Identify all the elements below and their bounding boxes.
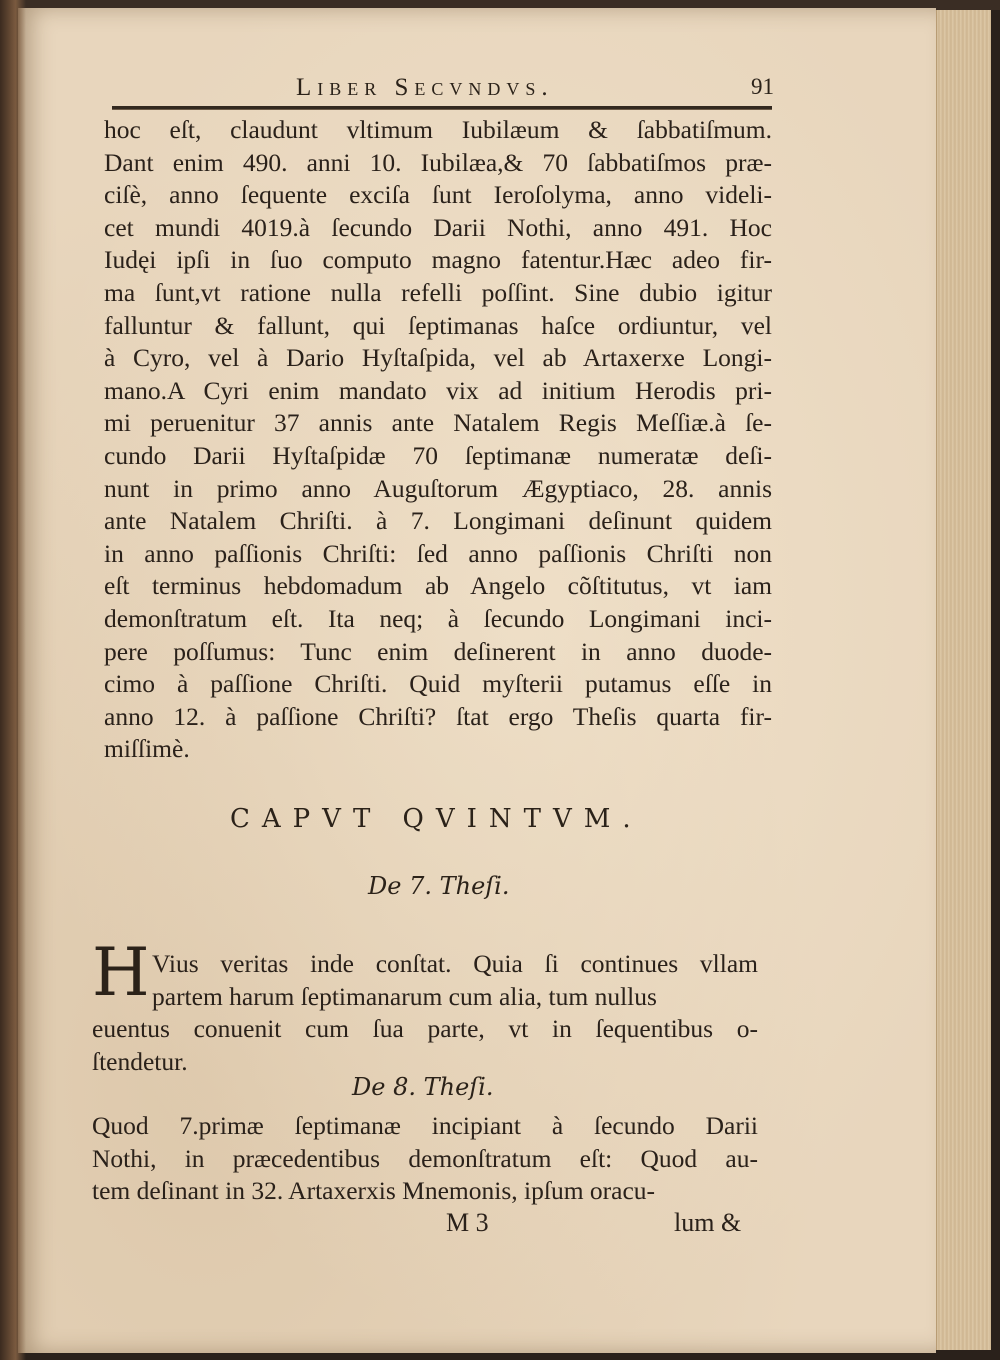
text-line: ciſè, anno ſequente exciſa ſunt Ieroſolyma, anno videli- <box>104 180 772 210</box>
text-line: hoc eſt, claudunt vltimum Iubilæum & ſabbatiſmum. <box>104 115 772 144</box>
text-line: Iudęi ipſi in ſuo computo magno fatentur.Hæc adeo fir- <box>104 245 772 275</box>
text-line: ſtendetur. <box>92 1046 188 1076</box>
chapter-heading: CAPVT QVINTVM. <box>230 804 643 834</box>
thesis-7-paragraph <box>152 948 758 1013</box>
subheading-thesis-7: De 7. Theſi. <box>368 872 510 900</box>
running-title: Liber Secvndvs. <box>296 74 554 101</box>
signature-mark: M 3 <box>446 1208 489 1237</box>
header-rule <box>112 106 772 110</box>
running-header <box>106 74 778 108</box>
text-line: Dant enim 490. anni 10. Iubilæa,& 70 ſabbatiſmos præ- <box>104 147 772 177</box>
text-line: partem harum ſeptimanarum cum alia, tum nullus <box>152 981 657 1011</box>
text-line: anno 12. à paſſione Chriſti? ſtat ergo Theſis quarta fir- <box>104 701 772 731</box>
text-line: à Cyro, vel à Dario Hyſtaſpida, vel ab Artaxerxe Longi- <box>104 343 772 373</box>
text-line: pere poſſumus: Tunc enim deſinerent in anno duode- <box>104 636 772 666</box>
text-line: nunt in primo anno Auguſtorum Ægyptiaco, 28. annis <box>104 473 772 503</box>
text-line: Quod 7.primæ ſeptimanæ incipiant à ſecundo Darii <box>92 1111 758 1140</box>
text-line: falluntur & fallunt, qui ſeptimanas haſce ordiuntur, vel <box>104 310 772 340</box>
text-line: mano.A Cyri enim mandato vix ad initium Herodis pri- <box>104 375 772 405</box>
text-line: Vius veritas inde conſtat. Quia ſi continues vllam <box>152 949 758 978</box>
text-line: Nothi, in præcedentibus demonſtratum eſt: Quod au- <box>92 1143 758 1173</box>
thesis-7-paragraph-continued <box>92 1013 758 1078</box>
subheading-thesis-8: De 8. Theſi. <box>352 1073 494 1101</box>
drop-capital: H <box>92 934 150 1011</box>
text-line: demonſtratum eſt. Ita neq; à ſecundo Longimani inci- <box>104 603 772 633</box>
text-line: euentus conuenit cum ſua parte, vt in ſequentibus o- <box>92 1014 758 1043</box>
page-block-edge <box>936 10 991 1350</box>
text-line: cundo Darii Hyſtaſpidæ 70 ſeptimanæ numeratæ deſi- <box>104 440 772 470</box>
text-line: ma ſunt,vt ratione nulla refelli poſſint. Sine dubio igitur <box>104 277 772 307</box>
thesis-8-paragraph <box>92 1110 758 1208</box>
text-line: eſt terminus hebdomadum ab Angelo cõſtitutus, vt iam <box>104 571 772 601</box>
gutter-shadow <box>0 0 26 1360</box>
text-line: ante Natalem Chriſti. à 7. Longimani deſinunt quidem <box>104 506 772 536</box>
text-line: cet mundi 4019.à ſecundo Darii Nothi, anno 491. Hoc <box>104 212 772 242</box>
text-line: miſſimè. <box>104 734 190 764</box>
page-number: 91 <box>751 74 774 99</box>
text-line: cimo à paſſione Chriſti. Quid myſterii putamus eſſe in <box>104 669 772 699</box>
text-line: tem deſinant in 32. Artaxerxis Mnemonis, ipſum oracu- <box>92 1176 656 1206</box>
body-paragraph <box>104 114 772 766</box>
catchword: lum & <box>674 1208 742 1237</box>
text-line: in anno paſſionis Chriſti: ſed anno paſſionis Chriſti non <box>104 538 772 568</box>
text-line: mi peruenitur 37 annis ante Natalem Regis Meſſiæ.à ſe- <box>104 408 772 438</box>
